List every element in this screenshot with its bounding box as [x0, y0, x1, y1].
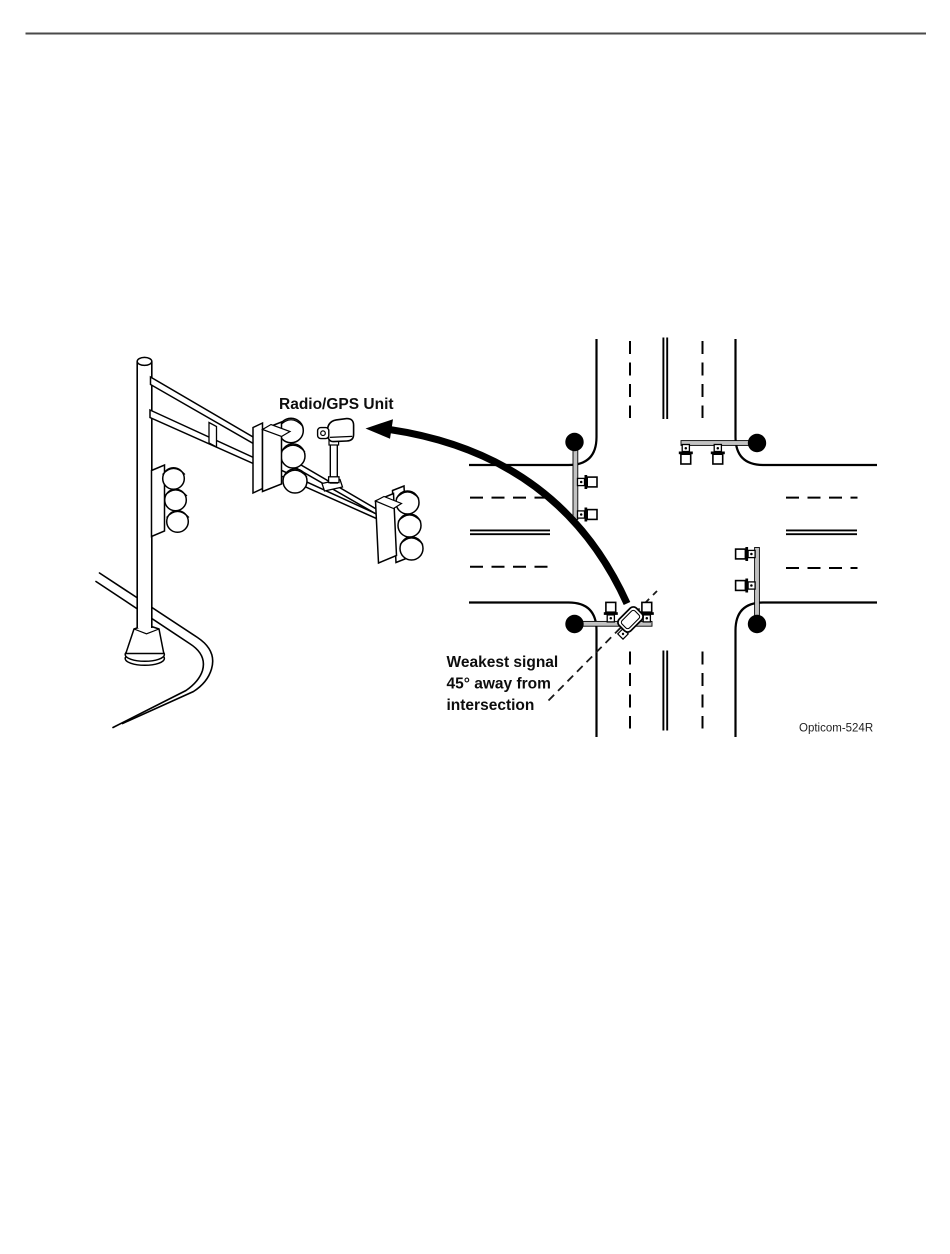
signal-head — [578, 475, 598, 489]
signal-head — [578, 508, 598, 522]
arrowhead — [366, 419, 394, 439]
weakest-signal-line2: 45° away from — [446, 675, 551, 693]
signal-head — [736, 547, 756, 561]
signal-head-middle — [253, 418, 307, 493]
signal-head — [679, 445, 693, 465]
signal-head — [604, 602, 618, 622]
dashed-45-degree-line — [549, 591, 658, 701]
signal-head-left — [152, 465, 190, 537]
weakest-signal-line1: Weakest signal — [446, 654, 559, 671]
signal-head — [711, 445, 725, 465]
radio-gps-unit-label: Radio/GPS Unit — [279, 396, 394, 413]
weakest-signal-line3: intersection — [446, 697, 535, 714]
lane-markings — [470, 338, 858, 731]
pole-base — [125, 625, 164, 666]
radio-unit-body — [327, 419, 353, 442]
signal-head-right — [376, 486, 424, 563]
figure-code: Opticom-524R — [799, 722, 874, 735]
corner-dots — [565, 433, 766, 633]
signal-head — [736, 579, 756, 593]
pole — [137, 357, 152, 628]
weakest-signal-annotation — [447, 654, 559, 714]
